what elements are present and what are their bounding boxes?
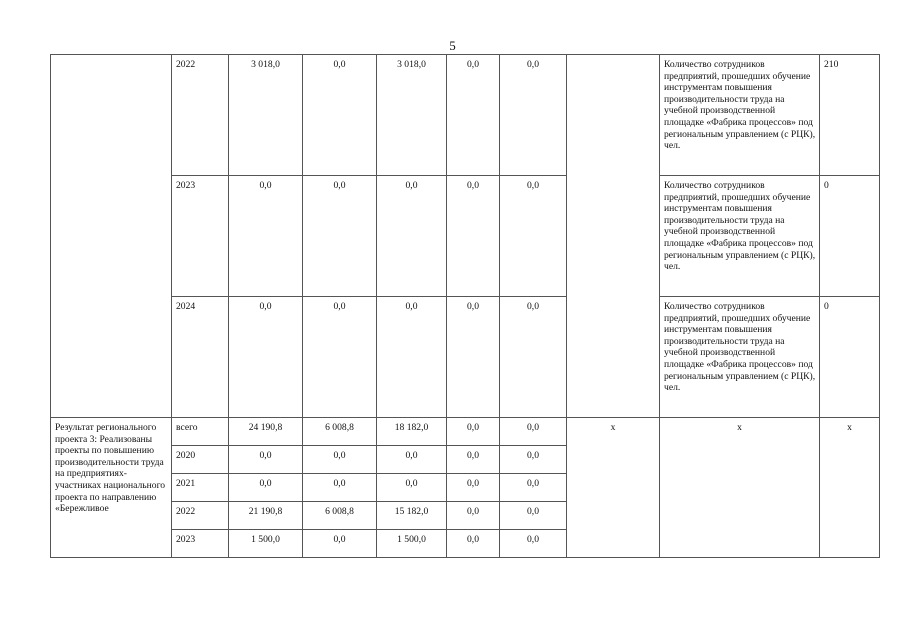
federal-cell: 0,0 bbox=[303, 530, 377, 558]
local-cell: 0,0 bbox=[447, 502, 500, 530]
table-row bbox=[51, 297, 880, 418]
result-label-cell: Результат регионального проекта 3: Реализованы проекты по повышению производительности труда на предприятиях-участниках национального проекта по направлению «Бережливое bbox=[51, 418, 172, 558]
year-cell: 2021 bbox=[172, 474, 229, 502]
local-cell: 0,0 bbox=[447, 418, 500, 446]
federal-cell: 0,0 bbox=[303, 297, 377, 418]
federal-cell: 6 008,8 bbox=[303, 502, 377, 530]
indicator-value: 0 bbox=[820, 297, 880, 418]
indicator-cell: Количество сотрудников предприятий, прошедших обучение инструментам повышения производительности труда на учебной производственной площадке «Фабрика процессов» под региональным управлением (с РЦК), чел. bbox=[660, 55, 820, 176]
total-cell: 1 500,0 bbox=[229, 530, 303, 558]
federal-cell: 0,0 bbox=[303, 474, 377, 502]
table-row bbox=[51, 176, 880, 297]
local-cell: 0,0 bbox=[447, 446, 500, 474]
blank-cell bbox=[567, 55, 660, 418]
extra-cell: 0,0 bbox=[500, 502, 567, 530]
year-cell: 2020 bbox=[172, 446, 229, 474]
blank-label-cell bbox=[51, 55, 172, 418]
year-cell: 2023 bbox=[172, 530, 229, 558]
page-number: 5 bbox=[449, 38, 456, 53]
year-cell: 2022 bbox=[172, 502, 229, 530]
total-cell: 3 018,0 bbox=[229, 55, 303, 176]
extra-cell: 0,0 bbox=[500, 446, 567, 474]
regional-cell: 15 182,0 bbox=[377, 502, 447, 530]
year-cell: всего bbox=[172, 418, 229, 446]
x-mark-cell: х bbox=[820, 418, 880, 558]
table-row bbox=[51, 418, 880, 446]
table-row bbox=[51, 55, 880, 176]
local-cell: 0,0 bbox=[447, 474, 500, 502]
total-cell: 0,0 bbox=[229, 297, 303, 418]
regional-cell: 3 018,0 bbox=[377, 55, 447, 176]
extra-cell: 0,0 bbox=[500, 474, 567, 502]
regional-cell: 0,0 bbox=[377, 474, 447, 502]
indicator-value: 0 bbox=[820, 176, 880, 297]
local-cell: 0,0 bbox=[447, 530, 500, 558]
total-cell: 21 190,8 bbox=[229, 502, 303, 530]
extra-cell: 0,0 bbox=[500, 55, 567, 176]
regional-cell: 18 182,0 bbox=[377, 418, 447, 446]
federal-cell: 6 008,8 bbox=[303, 418, 377, 446]
x-mark-cell: х bbox=[567, 418, 660, 558]
total-cell: 0,0 bbox=[229, 446, 303, 474]
total-cell: 0,0 bbox=[229, 474, 303, 502]
local-cell: 0,0 bbox=[447, 55, 500, 176]
budget-table bbox=[50, 54, 880, 558]
extra-cell: 0,0 bbox=[500, 176, 567, 297]
regional-cell: 0,0 bbox=[377, 297, 447, 418]
federal-cell: 0,0 bbox=[303, 55, 377, 176]
regional-cell: 0,0 bbox=[377, 446, 447, 474]
extra-cell: 0,0 bbox=[500, 297, 567, 418]
x-mark-cell: х bbox=[660, 418, 820, 558]
federal-cell: 0,0 bbox=[303, 176, 377, 297]
indicator-cell: Количество сотрудников предприятий, прошедших обучение инструментам повышения производительности труда на учебной производственной площадке «Фабрика процессов» под региональным управлением (с РЦК), чел. bbox=[660, 297, 820, 418]
federal-cell: 0,0 bbox=[303, 446, 377, 474]
regional-cell: 1 500,0 bbox=[377, 530, 447, 558]
indicator-cell: Количество сотрудников предприятий, прошедших обучение инструментам повышения производительности труда на учебной производственной площадке «Фабрика процессов» под региональным управлением (с РЦК), чел. bbox=[660, 176, 820, 297]
local-cell: 0,0 bbox=[447, 176, 500, 297]
extra-cell: 0,0 bbox=[500, 530, 567, 558]
total-cell: 24 190,8 bbox=[229, 418, 303, 446]
extra-cell: 0,0 bbox=[500, 418, 567, 446]
year-cell: 2023 bbox=[172, 176, 229, 297]
year-cell: 2022 bbox=[172, 55, 229, 176]
regional-cell: 0,0 bbox=[377, 176, 447, 297]
local-cell: 0,0 bbox=[447, 297, 500, 418]
indicator-value: 210 bbox=[820, 55, 880, 176]
year-cell: 2024 bbox=[172, 297, 229, 418]
total-cell: 0,0 bbox=[229, 176, 303, 297]
